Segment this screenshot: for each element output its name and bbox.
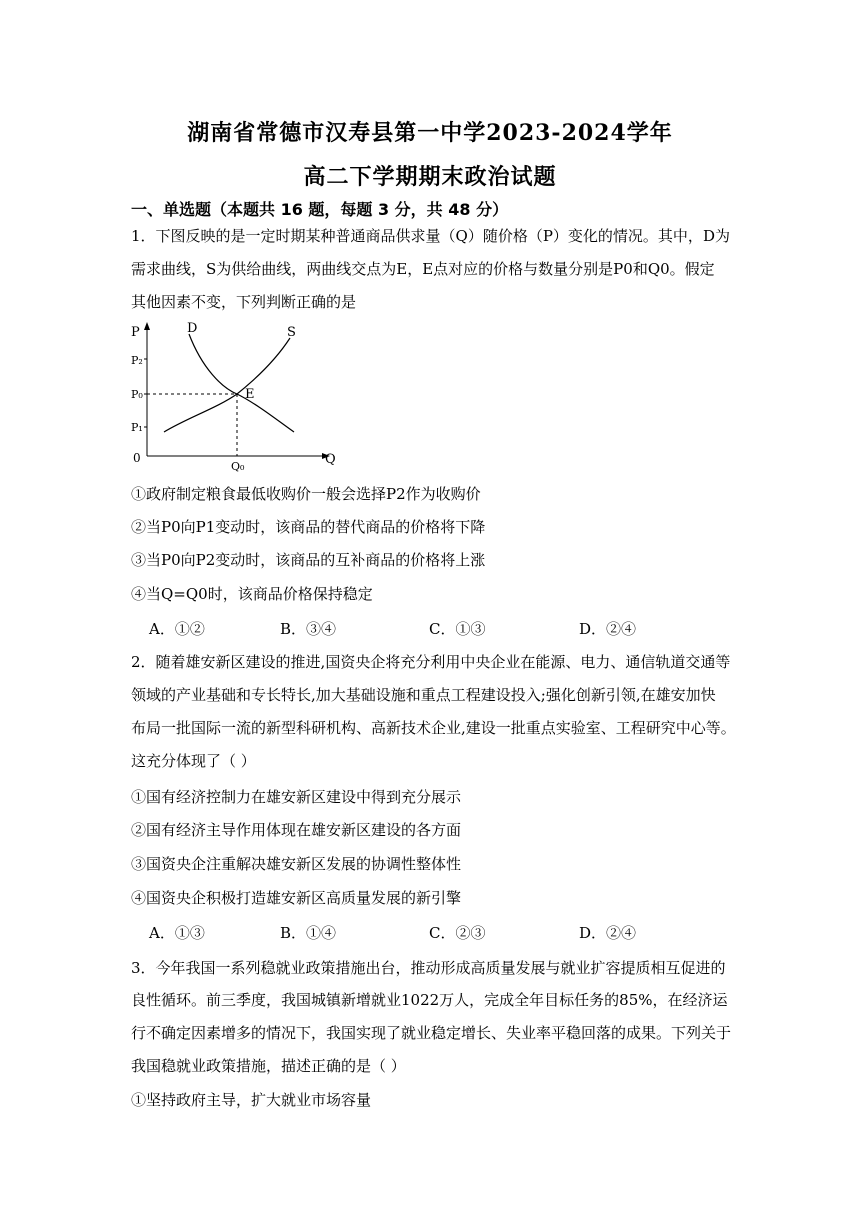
q3-statement-1: ①坚持政府主导，扩大就业市场容量	[131, 1091, 372, 1109]
q1-stem-line-2: 需求曲线，S为供给曲线，两曲线交点为E，E点对应的价格与数量分别是P0和Q0。假定	[131, 260, 715, 278]
q2-stem-line-2: 领域的产业基础和专长特长,加大基础设施和重点工程建设投入;强化创新引领,在雄安加快	[131, 686, 716, 704]
p0-label: P₀	[131, 388, 143, 401]
p1-label: P₁	[131, 421, 143, 434]
q1-statement-1: ①政府制定粮食最低收购价一般会选择P2作为收购价	[131, 485, 481, 503]
q2-option-a: A．①③	[149, 924, 205, 942]
demand-label: D	[187, 321, 198, 336]
q1-statement-2: ②当P0向P1变动时，该商品的替代商品的价格将下降	[131, 518, 486, 536]
q2-statement-1: ①国有经济控制力在雄安新区建设中得到充分展示	[131, 788, 462, 806]
q2-stem-line-3: 布局一批国际一流的新型科研机构、高新技术企业,建设一批重点实验室、工程研究中心等。	[131, 719, 736, 737]
q-axis-label: Q	[325, 452, 336, 467]
q2-option-d: D．②④	[579, 924, 637, 942]
q3-stem-line-1: 3．今年我国一系列稳就业政策措施出台，推动形成高质量发展与就业扩容提质相互促进的	[131, 959, 726, 977]
q3-stem-line-2: 良性循环。前三季度，我国城镇新增就业1022万人，完成全年目标任务的85%，在经济运	[131, 991, 728, 1009]
q1-option-b: B．③④	[280, 620, 337, 638]
supply-demand-graph	[127, 318, 337, 474]
q1-option-d: D．②④	[579, 620, 637, 638]
q0-label: Q₀	[231, 460, 245, 473]
q1-option-c: C．①③	[429, 620, 486, 638]
q1-statement-3: ③当P0向P2变动时，该商品的互补商品的价格将上涨	[131, 551, 486, 569]
p2-label: P₂	[131, 354, 143, 367]
p-axis-arrow	[144, 322, 150, 330]
q3-stem-line-3: 行不确定因素增多的情况下，我国实现了就业稳定增长、失业率平稳回落的成果。下列关于	[131, 1024, 732, 1042]
q2-statement-3: ③国资央企注重解决雄安新区发展的协调性整体性	[131, 855, 462, 873]
title-line-1: 湖南省常德市汉寿县第一中学2023-2024学年	[187, 120, 673, 146]
equilibrium-label: E	[245, 387, 255, 402]
demand-curve	[189, 334, 294, 432]
p-axis-label: P	[131, 325, 140, 340]
q2-stem-line-4: 这充分体现了（ ）	[131, 752, 256, 770]
section-heading: 一、单选题（本题共 16 题，每题 3 分，共 48 分）	[131, 200, 509, 219]
supply-label: S	[287, 325, 296, 340]
q2-option-b: B．①④	[280, 924, 337, 942]
title-line-2: 高二下学期期末政治试题	[303, 164, 557, 190]
q2-stem-line-1: 2．随着雄安新区建设的推进,国资央企将充分利用中央企业在能源、电力、通信轨道交通等	[131, 653, 731, 671]
q3-stem-line-4: 我国稳就业政策措施，描述正确的是（ ）	[131, 1057, 406, 1075]
q1-stem-line-3: 其他因素不变，下列判断正确的是	[131, 293, 357, 311]
q1-statement-4: ④当Q=Q0时，该商品价格保持稳定	[131, 585, 373, 603]
q2-statement-4: ④国资央企积极打造雄安新区高质量发展的新引擎	[131, 889, 462, 907]
q2-statement-2: ②国有经济主导作用体现在雄安新区建设的各方面	[131, 821, 462, 839]
supply-curve	[164, 338, 290, 432]
q1-stem-line-1: 1．下图反映的是一定时期某种普通商品供求量（Q）随价格（P）变化的情况。其中，D为	[131, 227, 730, 245]
origin-label: 0	[133, 451, 141, 465]
q1-option-a: A．①②	[149, 620, 205, 638]
q2-option-c: C．②③	[429, 924, 486, 942]
